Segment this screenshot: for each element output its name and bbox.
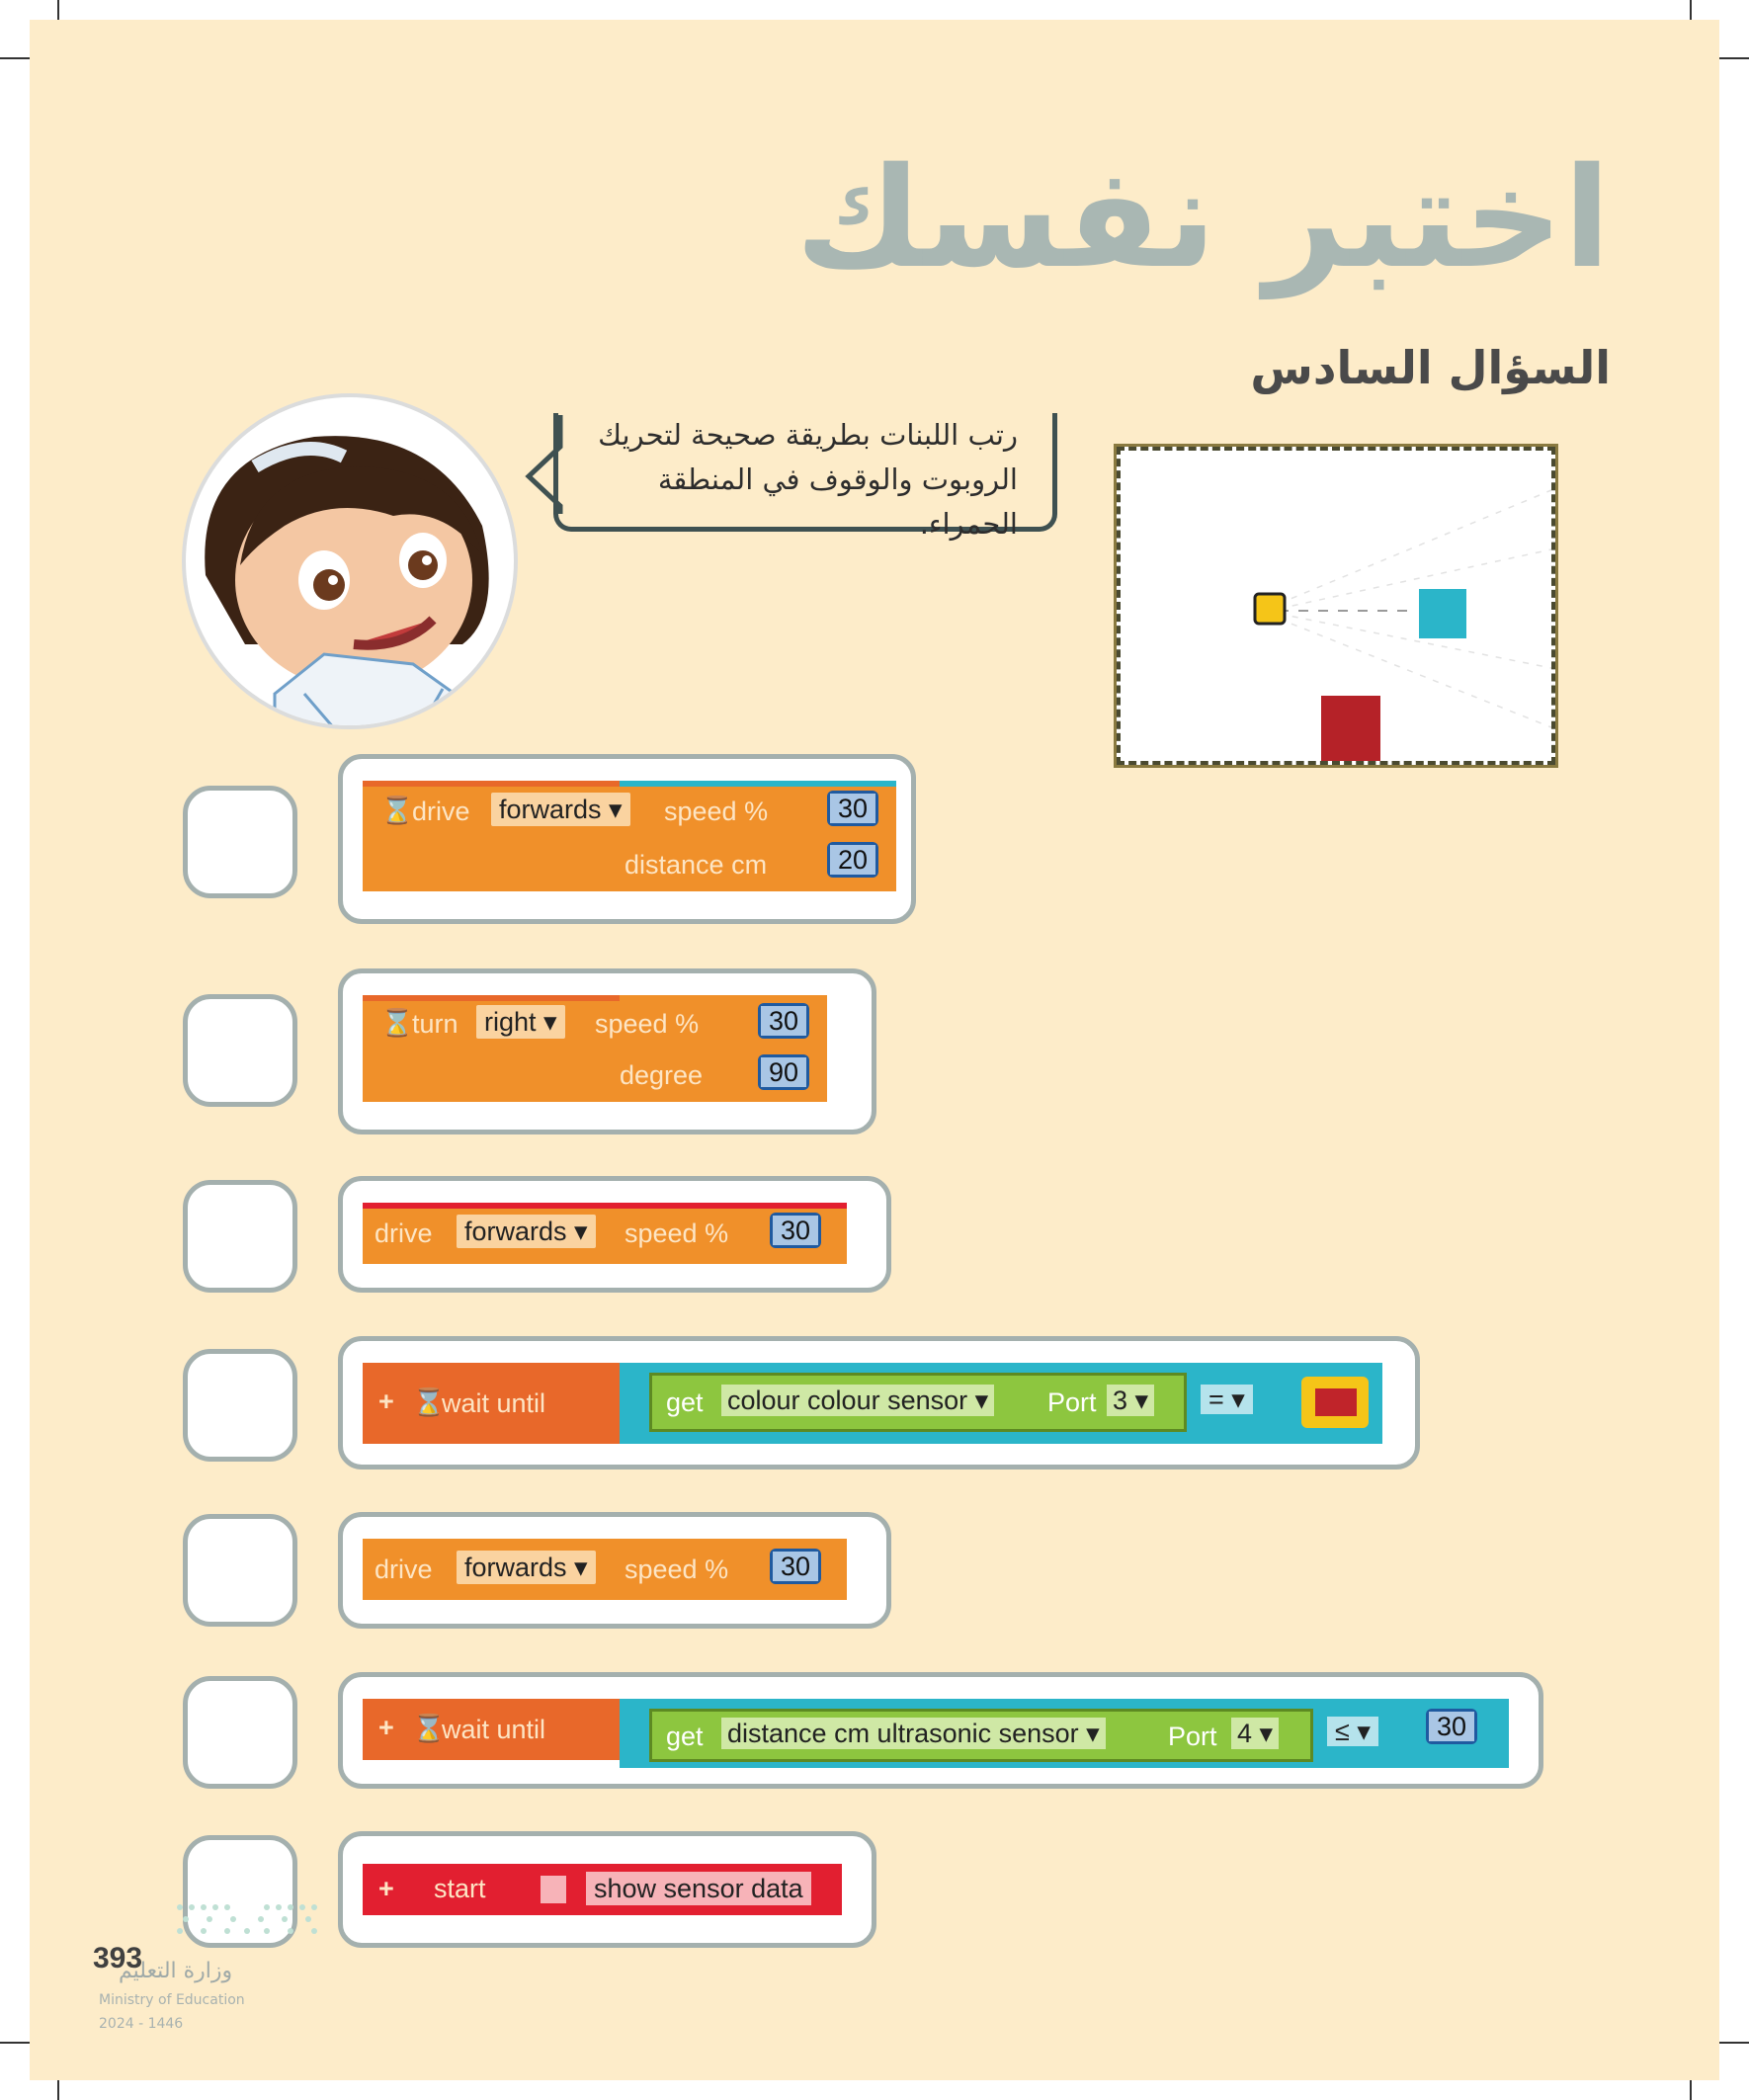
block-4-port-label: Port: [1047, 1387, 1097, 1417]
block-card-4[interactable]: [338, 1336, 1420, 1470]
speech-bubble-notch: [524, 415, 563, 514]
hourglass-icon: ⌛: [412, 1714, 446, 1743]
block-3-speed-label: speed %: [625, 1218, 729, 1248]
block-4-get: get: [666, 1387, 704, 1417]
scene-drawing: [1121, 451, 1551, 761]
ministry-logo-icon: [170, 1897, 324, 1943]
order-box-3[interactable]: [183, 1180, 297, 1293]
turn-block: [363, 995, 827, 1102]
block-1-distance-label: distance cm: [625, 850, 768, 880]
block-7-option: show sensor data: [586, 1872, 811, 1905]
block-3-speed-value: 30: [773, 1216, 818, 1245]
block-1-command: drive: [412, 797, 470, 826]
colour-compare-block: [620, 1363, 1382, 1444]
block-card-3[interactable]: [338, 1176, 891, 1293]
drive-distance-block: [363, 781, 896, 891]
block-4-operator: =: [1208, 1385, 1224, 1414]
girl-character-illustration: [186, 397, 514, 725]
page-number: 393: [93, 1942, 143, 1974]
robot-icon: [1255, 594, 1285, 624]
block-2-speed-input[interactable]: [758, 1003, 809, 1039]
block-card-2[interactable]: [338, 968, 876, 1134]
checkbox-icon[interactable]: [541, 1876, 566, 1903]
block-5-speed-value: 30: [773, 1552, 818, 1581]
block-2-degree-label: degree: [620, 1060, 704, 1090]
hourglass-icon: ⌛: [380, 1008, 414, 1038]
block-1-distance-input[interactable]: [827, 842, 878, 878]
block-5-speed-input[interactable]: [770, 1549, 821, 1584]
ministry-name-arabic: وزارة التعليم: [119, 1959, 233, 1983]
block-6-port: 4: [1237, 1719, 1253, 1748]
block-6-port-label: Port: [1168, 1722, 1217, 1751]
block-card-6[interactable]: [338, 1672, 1543, 1789]
block-3-direction-dropdown[interactable]: forwards ▾: [457, 1215, 596, 1248]
plus-icon: +: [378, 1713, 394, 1742]
block-6-get: get: [666, 1722, 704, 1751]
block-4-operator-dropdown[interactable]: = ▾: [1201, 1385, 1253, 1414]
edition-year: 2024 - 1446: [99, 2016, 184, 2032]
block-6-operator: ≤: [1335, 1717, 1350, 1746]
block-4-command: wait until: [442, 1388, 546, 1418]
block-4-sensor-dropdown[interactable]: colour colour sensor ▾: [721, 1385, 994, 1416]
hourglass-icon: ⌛: [412, 1387, 446, 1417]
block-1-speed-input[interactable]: [827, 791, 878, 826]
block-4-port-dropdown[interactable]: 3 ▾: [1107, 1385, 1154, 1416]
hourglass-icon: ⌛: [380, 796, 414, 825]
get-colour-block: [649, 1373, 1187, 1432]
page-title: اختبر نفسك: [794, 138, 1611, 299]
question-heading: السؤال السادس: [1250, 341, 1611, 394]
target-zone: [1321, 696, 1380, 761]
drive-block: [363, 1203, 847, 1264]
block-2-command: turn: [412, 1009, 458, 1039]
block-6-command: wait until: [442, 1715, 546, 1744]
wait-until-colour-block: [363, 1363, 620, 1444]
order-box-5[interactable]: [183, 1514, 297, 1627]
block-5-speed-label: speed %: [625, 1554, 729, 1584]
block-1-speed-value: 30: [830, 794, 875, 823]
block-6-operator-dropdown[interactable]: ≤ ▾: [1327, 1717, 1378, 1746]
wait-until-distance-block: [363, 1699, 620, 1760]
instruction-line-2: الروبوت والوقوف في المنطقة الحمراء.: [657, 462, 1018, 541]
avatar: [182, 393, 518, 729]
distance-compare-block: [620, 1699, 1509, 1768]
block-4-port: 3: [1113, 1386, 1128, 1415]
block-6-port-dropdown[interactable]: 4 ▾: [1231, 1718, 1279, 1749]
block-1-speed-label: speed %: [664, 797, 769, 826]
block-1-distance-value: 20: [830, 845, 875, 875]
block-card-7[interactable]: [338, 1831, 876, 1948]
block-card-1[interactable]: [338, 754, 916, 924]
order-box-1[interactable]: [183, 786, 297, 898]
block-3-speed-input[interactable]: [770, 1213, 821, 1248]
instruction-line-1: رتب اللبنات بطريقة صحيحة لتحريك: [598, 418, 1018, 452]
block-2-direction-dropdown[interactable]: right ▾: [476, 1005, 565, 1039]
block-2-speed-value: 30: [761, 1006, 806, 1036]
block-3-direction: forwards: [464, 1217, 567, 1246]
block-2-degree-value: 90: [761, 1057, 806, 1087]
block-1-direction-dropdown[interactable]: forwards ▾: [491, 793, 630, 826]
block-2-direction: right: [484, 1007, 537, 1037]
get-distance-block: [649, 1709, 1313, 1762]
block-4-colour-picker[interactable]: [1301, 1377, 1369, 1428]
block-5-direction: forwards: [464, 1553, 567, 1582]
block-6-value-input[interactable]: [1426, 1709, 1477, 1744]
block-2-degree-input[interactable]: [758, 1054, 809, 1090]
order-box-4[interactable]: [183, 1349, 297, 1462]
block-7-command: start: [434, 1874, 486, 1903]
block-card-5[interactable]: [338, 1512, 891, 1629]
plus-icon: +: [378, 1874, 394, 1903]
block-6-sensor: distance cm ultrasonic sensor: [727, 1719, 1079, 1748]
obstacle-block: [1419, 589, 1466, 638]
ministry-name-english: Ministry of Education: [99, 1992, 245, 2008]
block-1-direction: forwards: [499, 795, 602, 824]
drive-block: [363, 1539, 847, 1600]
start-block: [363, 1864, 842, 1915]
order-box-6[interactable]: [183, 1676, 297, 1789]
block-5-direction-dropdown[interactable]: forwards ▾: [457, 1551, 596, 1584]
block-3-command: drive: [375, 1218, 433, 1248]
robot-scene: [1117, 447, 1555, 765]
order-box-2[interactable]: [183, 994, 297, 1107]
instruction-text: [583, 413, 1018, 546]
plus-icon: +: [378, 1386, 394, 1416]
block-5-command: drive: [375, 1554, 433, 1584]
block-2-speed-label: speed %: [595, 1009, 700, 1039]
red-swatch: [1315, 1388, 1357, 1416]
block-4-sensor: colour colour sensor: [727, 1386, 968, 1415]
block-6-value: 30: [1429, 1712, 1474, 1741]
block-6-sensor-dropdown[interactable]: distance cm ultrasonic sensor ▾: [721, 1718, 1106, 1749]
